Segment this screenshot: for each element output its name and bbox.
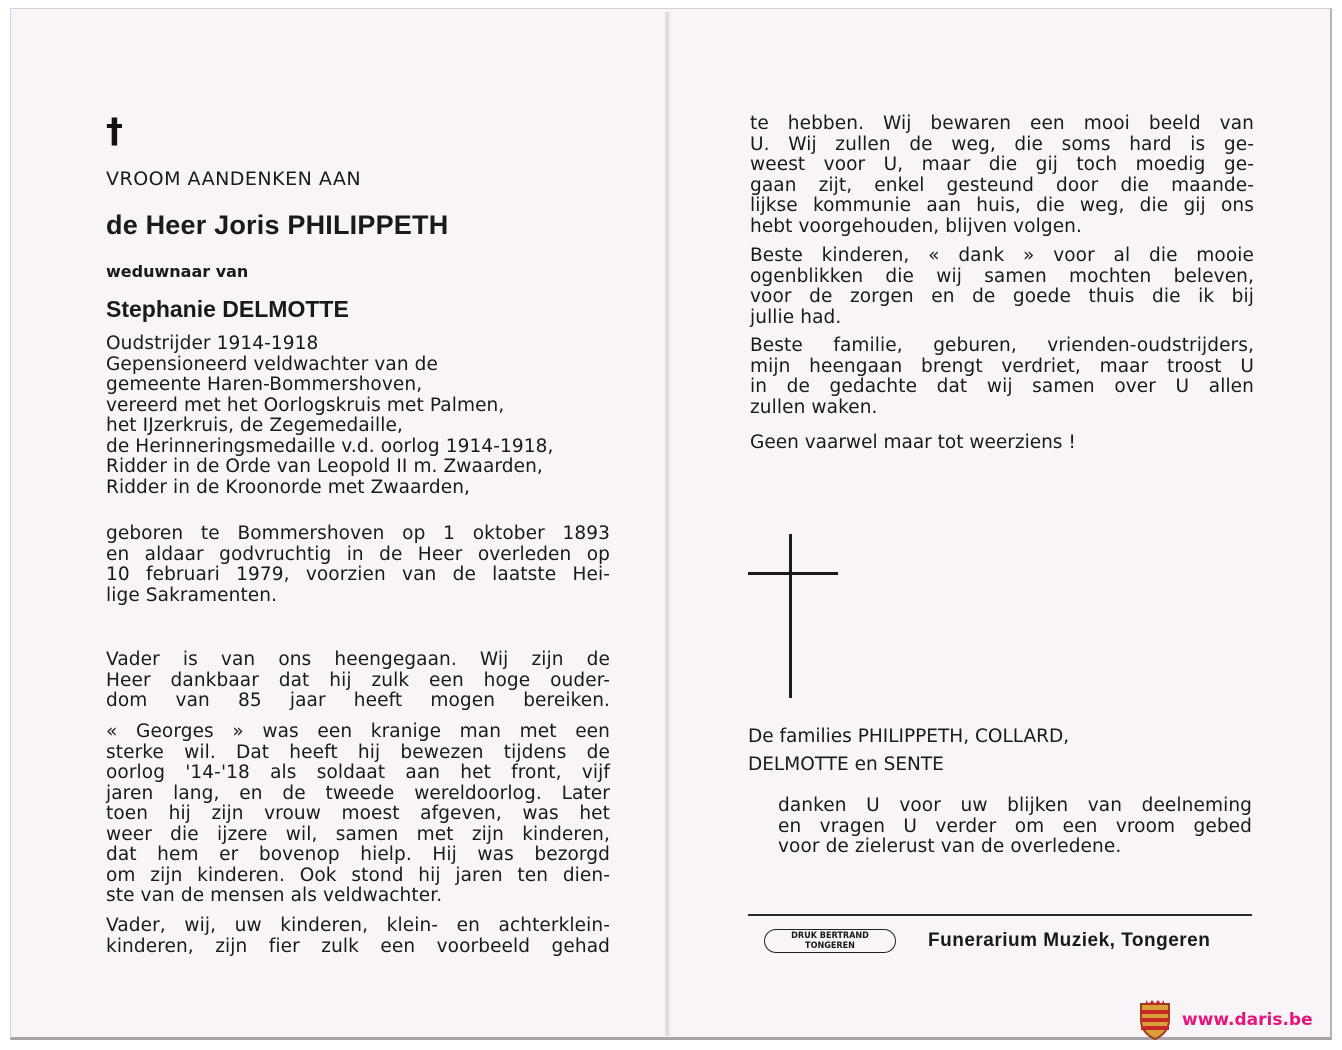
text-line: voor de zielerust van de overledene. <box>778 836 1122 857</box>
text-line: toen hij zijn vrouw moest afgeven, was het <box>106 803 610 824</box>
text-line: dom van 85 jaar heeft mogen bereiken. <box>106 690 610 711</box>
text-line: jullie had. <box>750 306 842 328</box>
memorial-heading: VROOM AANDENKEN AAN <box>106 168 362 190</box>
text-line: hebt voorgehouden, blijven volgen. <box>750 215 1082 237</box>
daris-crest-icon <box>1138 998 1172 1040</box>
text-line: danken U voor uw blijken van deelneming <box>778 795 1252 816</box>
text-line: te hebben. Wij bewaren een mooi beeld van <box>750 113 1254 134</box>
large-cross-bar <box>748 572 838 575</box>
widow-of-label: weduwnaar van <box>106 262 249 281</box>
families-line-1: De families PHILIPPETH, COLLARD, <box>748 726 1070 747</box>
birth-death-paragraph <box>106 524 610 606</box>
text-line: weest voor U, maar die gij toch moedig ge- <box>750 154 1254 175</box>
card-fold <box>664 12 672 1036</box>
honor-line: Oudstrijder 1914-1918 <box>106 333 319 354</box>
footer-divider <box>748 914 1252 916</box>
text-line: Vader is van ons heengegaan. Wij zijn de <box>106 649 610 670</box>
text-line: weer die ijzere wil, samen met zijn kinderen, <box>106 823 610 845</box>
text-line: U. Wij zullen de weg, die soms hard is ge- <box>750 133 1254 155</box>
text-line: Beste familie, geburen, vrienden-oudstrijders, <box>750 335 1254 356</box>
spouse-name: Stephanie DELMOTTE <box>106 296 349 322</box>
honor-line: Gepensioneerd veldwachter van de <box>106 353 438 375</box>
eulogy-paragraph-2 <box>106 722 610 907</box>
text-line: lige Sakramenten. <box>106 584 278 606</box>
eulogy-paragraph-3 <box>106 916 610 957</box>
text-line: ogenblikken die wij samen mochten beleven, <box>750 265 1254 287</box>
eulogy-paragraph-5 <box>750 246 1254 328</box>
text-line: mijn heengaan brengt verdriet, maar troost U <box>750 355 1254 377</box>
text-line: voor de zorgen en de goede thuis die ik bij <box>750 286 1254 307</box>
honor-line: Ridder in de Kroonorde met Zwaarden, <box>106 476 471 498</box>
printer-city: TONGEREN <box>805 941 855 951</box>
honor-line: gemeente Haren-Bommershoven, <box>106 374 423 395</box>
text-line: zullen waken. <box>750 396 878 418</box>
text-line: Heer dankbaar dat hij zulk een hoge ouder- <box>106 669 610 691</box>
small-cross-icon: † <box>106 111 123 151</box>
printer-badge <box>764 929 896 953</box>
eulogy-paragraph-6 <box>750 336 1254 418</box>
deceased-name: de Heer Joris PHILIPPETH <box>106 210 449 240</box>
text-line: en vragen U verder om een vroom gebed <box>778 815 1252 837</box>
watermark-text: www.daris.be <box>1182 1010 1313 1030</box>
honor-line: het IJzerkruis, de Zegemedaille, <box>106 415 403 436</box>
honor-line: de Herinneringsmedaille v.d. oorlog 1914-1918, <box>106 435 554 457</box>
text-line: ste van de mensen als veldwachter. <box>106 885 443 906</box>
text-line: in de gedachte dat wij samen over U allen <box>750 376 1254 397</box>
farewell-line: Geen vaarwel maar tot weerziens ! <box>750 432 1076 453</box>
text-line: 10 februari 1979, voorzien van de laatste Hei- <box>106 564 610 585</box>
honor-line: Ridder in de Orde van Leopold II m. Zwaarden, <box>106 456 543 477</box>
text-line: gaan zijt, enkel gesteund door die maande- <box>750 174 1254 196</box>
text-line: en aldaar godvruchtig in de Heer overleden op <box>106 543 610 565</box>
text-line: Vader, wij, uw kinderen, klein- en achterklein- <box>106 915 610 936</box>
eulogy-paragraph-1 <box>106 650 610 712</box>
honor-line: vereerd met het Oorlogskruis met Palmen, <box>106 394 505 416</box>
text-line: jaren lang, en de tweede wereldoorlog. Later <box>106 782 610 804</box>
text-line: Beste kinderen, « dank » voor al die mooie <box>750 245 1254 266</box>
honors-list <box>106 334 612 498</box>
text-line: kinderen, zijn fier zulk een voorbeeld gehad <box>106 935 610 957</box>
funerarium-name: Funerarium Muziek, Tongeren <box>928 930 1211 951</box>
thanks-paragraph <box>778 796 1252 858</box>
text-line: om zijn kinderen. Ook stond hij jaren ten dien- <box>106 864 610 886</box>
text-line: geboren te Bommershoven op 1 oktober 1893 <box>106 523 610 544</box>
families-line-2: DELMOTTE en SENTE <box>748 754 944 775</box>
text-line: sterke wil. Dat heeft hij bewezen tijdens de <box>106 741 610 763</box>
text-line: dat hem er bovenop hielp. Hij was bezorgd <box>106 844 610 865</box>
text-line: oorlog '14-'18 als soldaat aan het front, vijf <box>106 762 610 783</box>
text-line: lijkse kommunie aan huis, die weg, die gij ons <box>750 195 1254 216</box>
eulogy-paragraph-4 <box>750 114 1254 237</box>
text-line: « Georges » was een kranige man met een <box>106 721 610 742</box>
large-cross-icon <box>789 534 792 698</box>
printer-name: DRUK BERTRAND <box>791 931 869 941</box>
